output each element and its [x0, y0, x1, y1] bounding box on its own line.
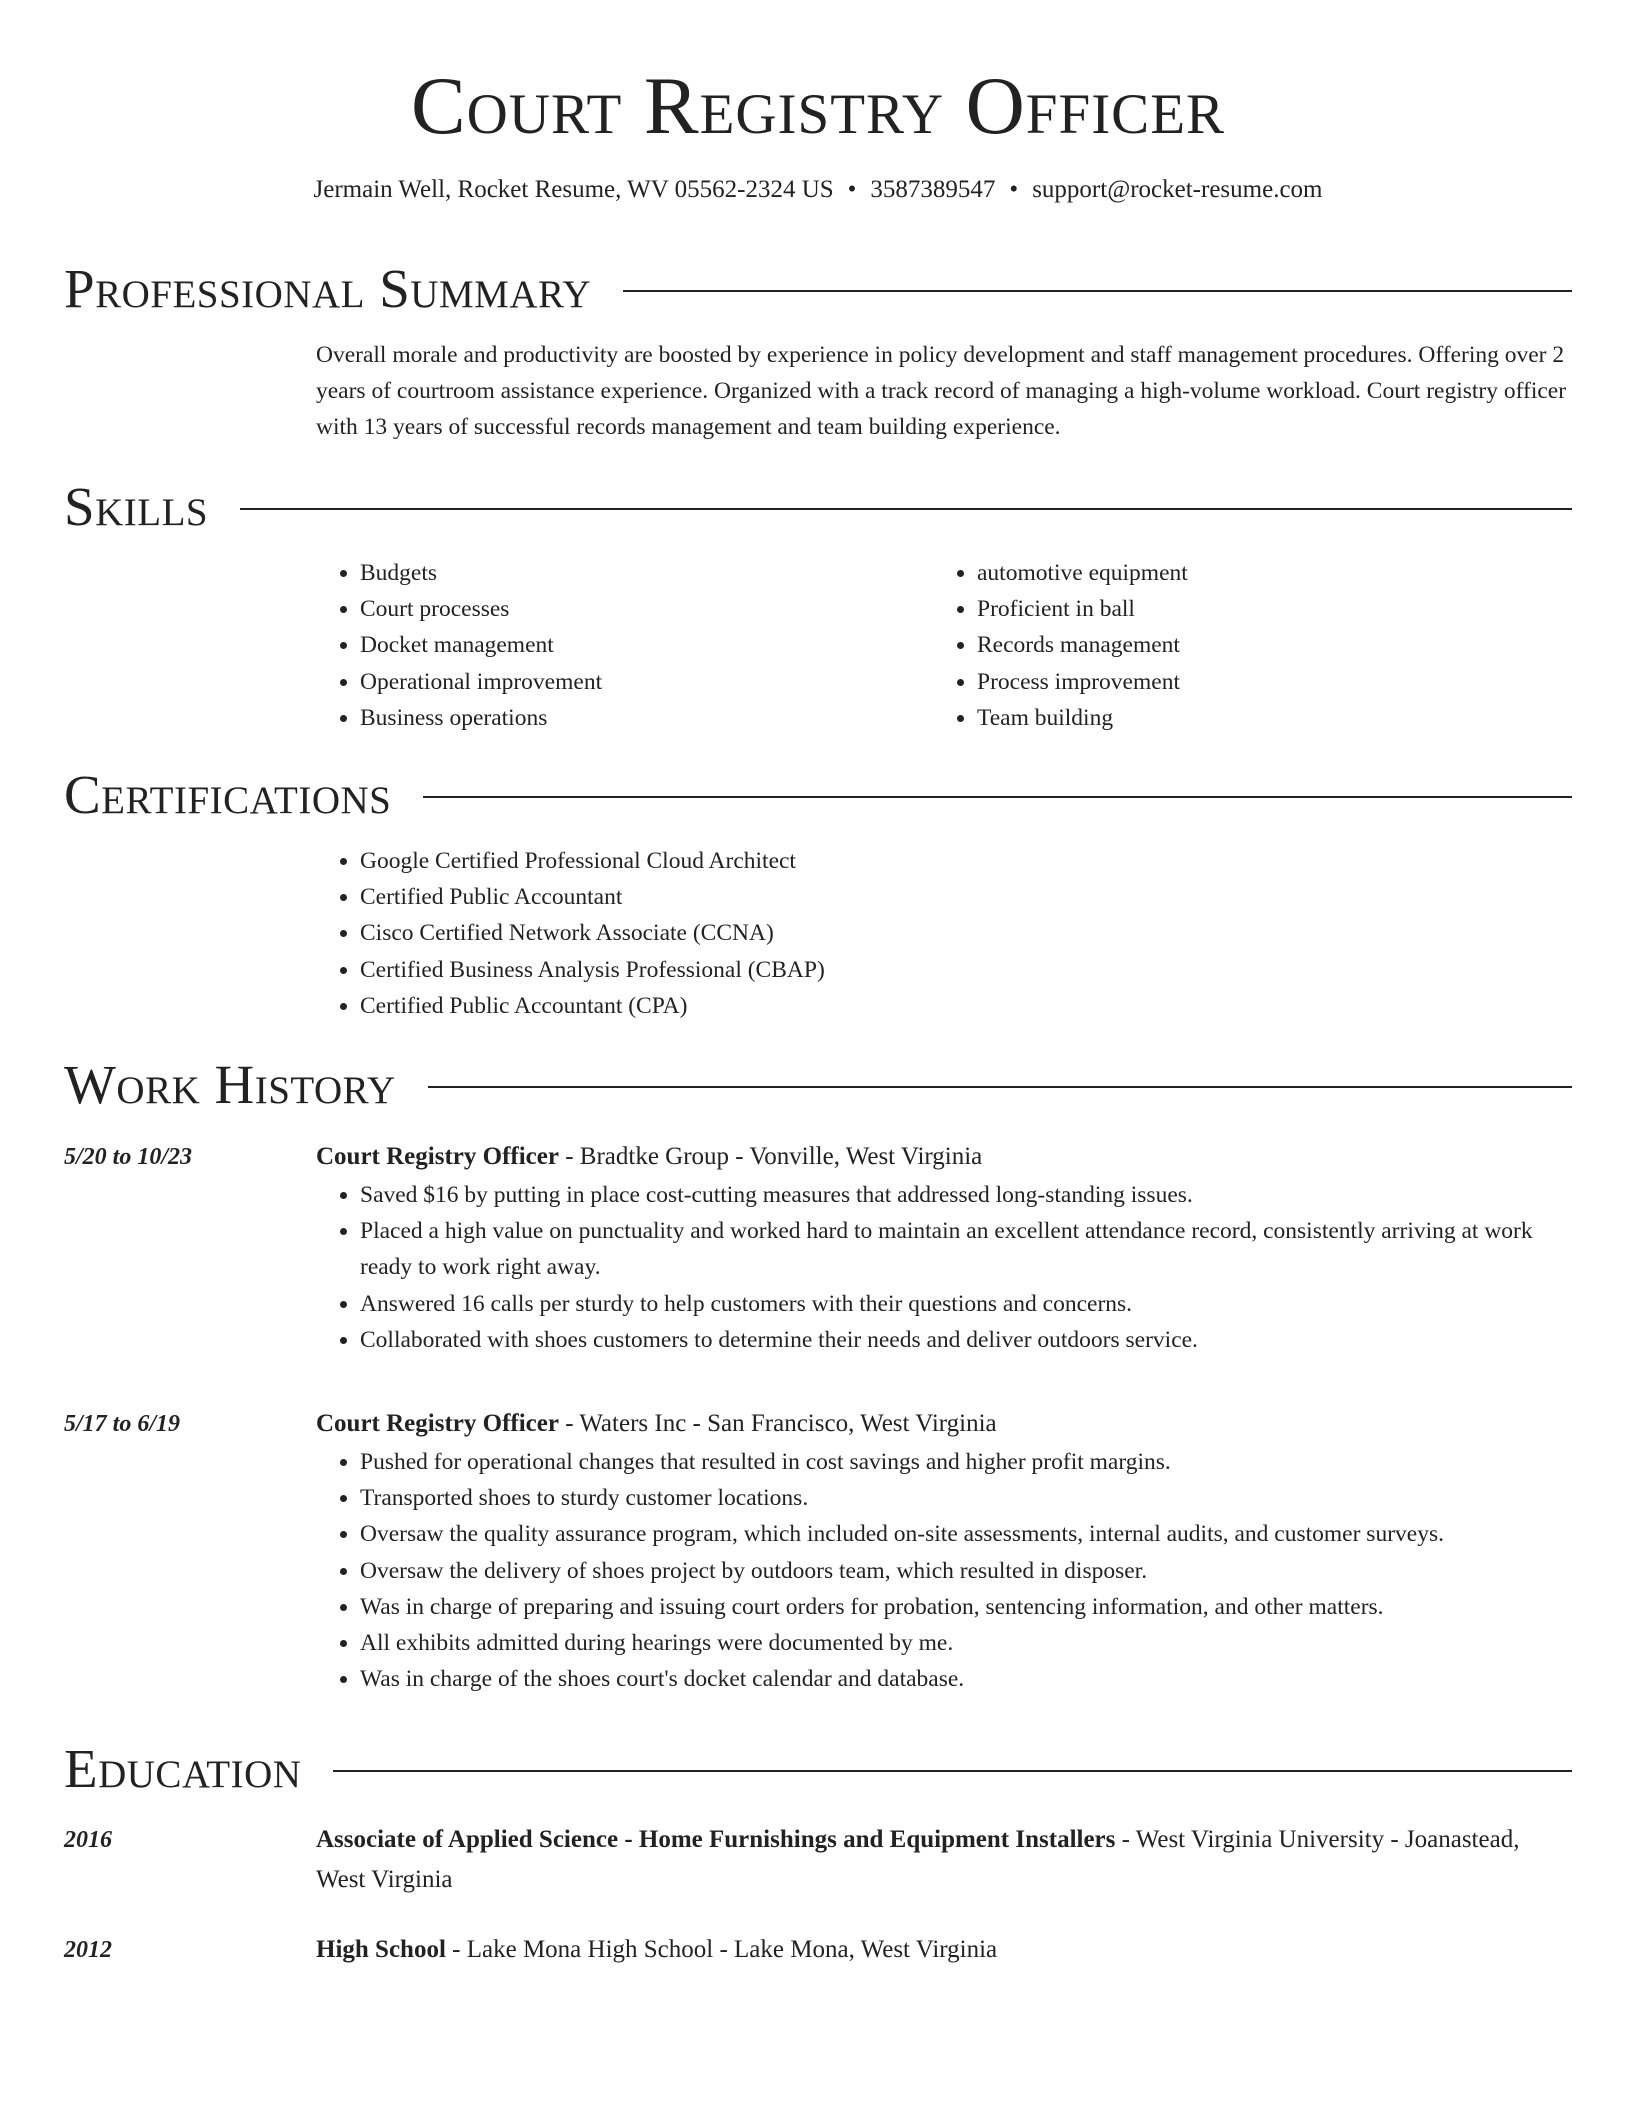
skills-list-left	[316, 555, 933, 736]
skill-item: • Process improvement	[977, 664, 1550, 700]
contact-phone: 3587389547	[870, 176, 996, 203]
job-bullet: • Saved $16 by putting in place cost-cutting measures that addressed long-standing issues.	[360, 1177, 1572, 1213]
job-bullet: • Transported shoes to sturdy customer locations.	[360, 1480, 1572, 1516]
job-bullet: • Placed a high value on punctuality and worked hard to maintain an excellent attendance record, consistently arriving at work ready to work right away.	[360, 1213, 1572, 1285]
job-company-location: - Bradtke Group - Vonville, West Virginia	[558, 1143, 983, 1170]
job-date: 5/17 to 6/19	[64, 1411, 181, 1437]
separator-dot: •	[847, 176, 857, 203]
education-entry	[316, 1930, 1572, 1970]
certifications-block	[316, 843, 1572, 1024]
education-school-location: - West Virginia University - Joanastead, West Virginia	[316, 1826, 1520, 1893]
section-header-summary	[64, 256, 1572, 322]
job-bullet: • Answered 16 calls per sturdy to help customers with their questions and concerns.	[360, 1286, 1572, 1322]
skill-item: • Court processes	[360, 591, 933, 627]
job-date: 5/20 to 10/23	[64, 1144, 193, 1170]
summary-text: Overall morale and productivity are boosted by experience in policy development and staff management procedures. Offering over 2 years of courtroom assistance experience. Organized with a track record of managing a high-volume workload. Court registry officer with 13 years of successful records management and team building experience.	[316, 342, 1567, 440]
education-date: 2012	[64, 1937, 112, 1963]
section-header-certifications	[64, 762, 1572, 828]
page-title: Court Registry Officer	[410, 60, 1226, 151]
section-title-certifications: Certifications	[64, 764, 392, 825]
skill-item: • Team building	[977, 700, 1550, 736]
job-bullet: • Collaborated with shoes customers to determine their needs and deliver outdoors service.	[360, 1322, 1572, 1358]
section-header-skills	[64, 474, 1572, 540]
job-entry	[316, 1404, 1572, 1697]
certification-item: • Cisco Certified Network Associate (CCNA)	[360, 915, 1572, 951]
skill-item: • Records management	[977, 627, 1550, 663]
section-divider	[623, 290, 1572, 292]
contact-line	[64, 172, 1572, 208]
job-title: Court Registry Officer	[316, 1410, 559, 1437]
section-title-summary: Professional Summary	[64, 258, 592, 319]
section-divider	[423, 796, 1572, 798]
section-divider	[333, 1770, 1572, 1772]
certification-item: • Certified Business Analysis Professional (CBAP)	[360, 952, 1572, 988]
job-entry	[316, 1137, 1572, 1358]
education-heading	[316, 1930, 1572, 1970]
job-bullets	[316, 1444, 1572, 1697]
job-bullet: • Oversaw the delivery of shoes project by outdoors team, which resulted in disposer.	[360, 1553, 1572, 1589]
contact-address: Jermain Well, Rocket Resume, WV 05562-2324 US	[313, 176, 834, 203]
education-degree: Associate of Applied Science - Home Furnishings and Equipment Installers	[316, 1826, 1116, 1853]
certification-item: • Certified Public Accountant (CPA)	[360, 988, 1572, 1024]
job-title: Court Registry Officer	[316, 1143, 559, 1170]
job-bullet: • All exhibits admitted during hearings were documented by me.	[360, 1625, 1572, 1661]
skill-item: • Proficient in ball	[977, 591, 1550, 627]
section-divider	[428, 1086, 1572, 1088]
skill-item: • Budgets	[360, 555, 933, 591]
skills-block	[316, 555, 1572, 736]
job-heading	[316, 1404, 1572, 1444]
section-title-education: Education	[64, 1738, 302, 1799]
section-title-skills: Skills	[64, 476, 209, 537]
education-date: 2016	[64, 1827, 112, 1853]
separator-dot: •	[1009, 176, 1019, 203]
education-heading	[316, 1820, 1572, 1900]
job-bullet: • Pushed for operational changes that resulted in cost savings and higher profit margins.	[360, 1444, 1572, 1480]
skill-item: • Operational improvement	[360, 664, 933, 700]
section-header-work	[64, 1052, 1572, 1118]
skill-item: • Docket management	[360, 627, 933, 663]
contact-email: support@rocket-resume.com	[1032, 176, 1323, 203]
certifications-list	[316, 843, 1572, 1024]
job-bullet: • Was in charge of the shoes court's docket calendar and database.	[360, 1661, 1572, 1697]
job-bullets	[316, 1177, 1572, 1358]
section-divider	[240, 508, 1572, 510]
certification-item: • Certified Public Accountant	[360, 879, 1572, 915]
job-company-location: - Waters Inc - San Francisco, West Virginia	[558, 1410, 997, 1437]
skill-item: • automotive equipment	[977, 555, 1550, 591]
certification-item: • Google Certified Professional Cloud Architect	[360, 843, 1572, 879]
section-title-work: Work History	[64, 1054, 396, 1115]
skill-item: • Business operations	[360, 700, 933, 736]
summary-block	[316, 337, 1572, 445]
job-heading	[316, 1137, 1572, 1177]
job-bullet: • Was in charge of preparing and issuing court orders for probation, sentencing information, and other matters.	[360, 1589, 1572, 1625]
job-bullet: • Oversaw the quality assurance program, which included on-site assessments, internal audits, and customer surveys.	[360, 1516, 1572, 1552]
education-entry	[316, 1820, 1572, 1900]
education-degree: High School	[316, 1936, 446, 1963]
skills-list-right	[933, 555, 1550, 736]
section-header-education	[64, 1736, 1572, 1802]
education-school-location: - Lake Mona High School - Lake Mona, West Virginia	[445, 1936, 998, 1963]
